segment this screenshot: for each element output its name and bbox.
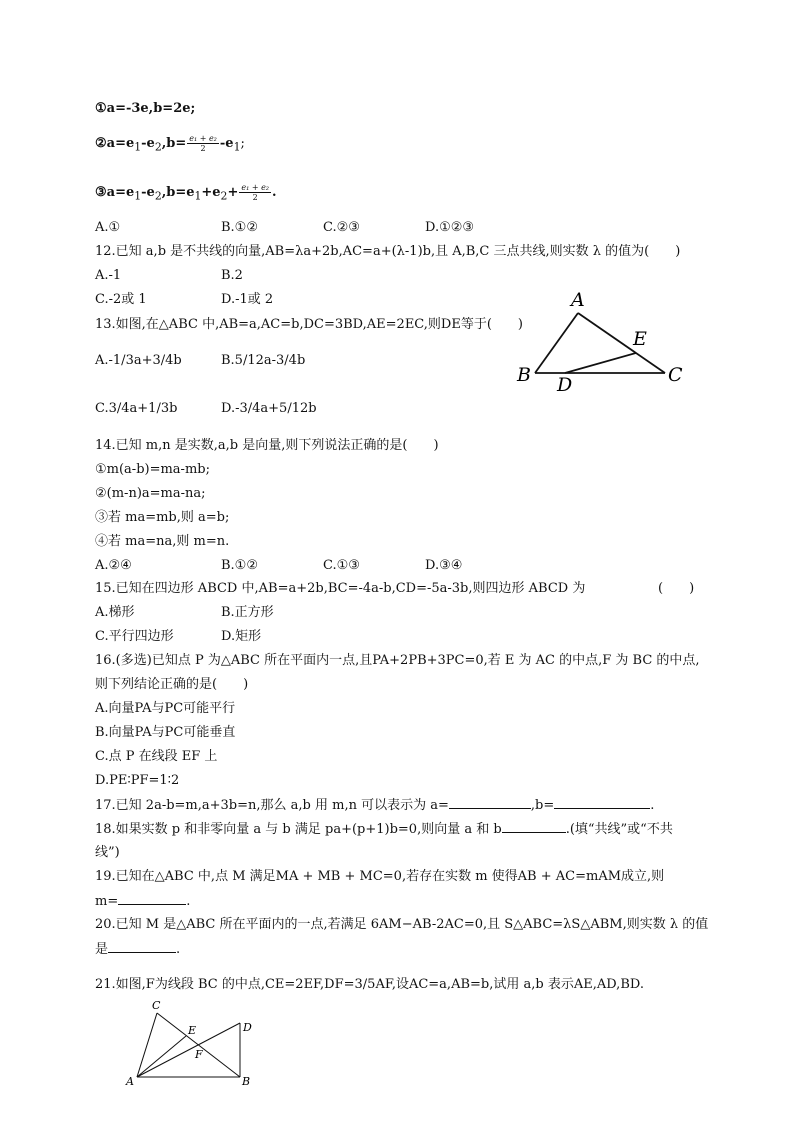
segment-ac bbox=[137, 1013, 157, 1077]
fraction: $\frac{\text{e₁ + e₂}}{2}$ bbox=[241, 183, 270, 202]
q13-option-c: C.3/4a+1/3b bbox=[95, 401, 178, 416]
fraction: $\frac{\text{e₁ + e₂}}{2}$ bbox=[189, 134, 217, 153]
q14-option-b: B.①② bbox=[221, 558, 258, 573]
q15-option-d: D.矩形 bbox=[221, 629, 262, 644]
segment-de bbox=[565, 353, 636, 373]
q14-item-1: ①m(a-b)=ma-mb; bbox=[95, 462, 210, 477]
q21-text: 21.如图,F为线段 BC 的中点,CE=2EF,DF=3/5AF,设AC=a,AB=b,试用 a,b 表示AE,AD,BD. bbox=[95, 977, 644, 992]
line-3: $③a=e_1-e_2,b=e_1+e_2+$ $\frac{\text{e₁ + e₂}}{2}$ . bbox=[95, 183, 277, 203]
q18-text-1: 18.如果实数 p 和非零向量 a 与 b 满足 pa+(p+1)b=0,则向量 a 和 b bbox=[95, 822, 502, 837]
line-2-mid: -e bbox=[141, 136, 155, 151]
label-e: E bbox=[188, 1024, 197, 1037]
line-1 bbox=[95, 100, 195, 118]
q11-option-b: B.①② bbox=[221, 220, 258, 235]
q14-item-2: ②(m-n)a=ma-na; bbox=[95, 486, 206, 501]
q14-option-a: A.②④ bbox=[95, 558, 132, 573]
q15-paren: ( ) bbox=[658, 581, 695, 596]
q18-text-2: 线”) bbox=[95, 845, 120, 860]
q11-option-a: A.① bbox=[95, 220, 121, 235]
label-e: E bbox=[633, 328, 647, 350]
q18 bbox=[95, 820, 673, 839]
q16-text-2: 则下列结论正确的是( ) bbox=[95, 677, 249, 692]
line-3-mid: -e bbox=[141, 185, 155, 200]
label-b: B bbox=[242, 1075, 251, 1088]
q18-text-1-end: .(填“共线”或“不共 bbox=[565, 822, 673, 837]
side-ab bbox=[535, 313, 578, 373]
q17-end: . bbox=[650, 798, 655, 813]
label-f: F bbox=[195, 1048, 203, 1061]
line-2-b: ,b= bbox=[161, 136, 187, 151]
line-3-b: ,b=e bbox=[161, 185, 195, 200]
q12-option-b: B.2 bbox=[221, 268, 243, 283]
q13-option-b: B.5/12a-3/4b bbox=[221, 353, 306, 368]
q15-option-a: A.梯形 bbox=[95, 605, 135, 620]
q13-option-d: D.-3/4a+5/12b bbox=[221, 401, 317, 416]
line-3-pre: ③a=e bbox=[95, 185, 135, 200]
q15-text: 15.已知在四边形 ABCD 中,AB=a+2b,BC=-4a-b,CD=-5a-3b,则四边形 ABCD 为 bbox=[95, 581, 586, 596]
line-2: $②a=e_1-e_2,b=$ $\frac{\text{e₁ + e₂}}{2}$ $-e_1$; bbox=[95, 134, 245, 154]
q12-option-d: D.-1或 2 bbox=[221, 292, 274, 307]
q17-blank-a bbox=[449, 796, 531, 809]
q16-option-b: B.向量PA与PC可能垂直 bbox=[95, 725, 236, 740]
label-c: C bbox=[668, 364, 683, 386]
q11-option-d: D.①②③ bbox=[425, 220, 475, 235]
q17 bbox=[95, 796, 654, 815]
q12-text: 12.已知 a,b 是不共线的向量,AB=λa+2b,AC=a+(λ-1)b,且 A,B,C 三点共线,则实数 λ 的值为( ) bbox=[95, 244, 681, 259]
q16-option-d: D.PE∶PF=1∶2 bbox=[95, 773, 180, 788]
q17-blank-b bbox=[554, 796, 650, 809]
q11-option-c: C.②③ bbox=[323, 220, 360, 235]
label-d: D bbox=[243, 1021, 252, 1034]
label-a: A bbox=[126, 1075, 134, 1088]
line-1-text: ①a=-3e,b=2e; bbox=[95, 101, 196, 116]
q14-item-4: ④若 ma=na,则 m=n. bbox=[95, 534, 230, 549]
label-d: D bbox=[557, 374, 573, 395]
segment-ae bbox=[137, 1036, 186, 1077]
label-a: A bbox=[571, 289, 585, 311]
q20-end: . bbox=[176, 942, 181, 957]
q17-text-b: ,b= bbox=[530, 798, 555, 813]
q19-blank bbox=[118, 892, 186, 905]
q13-text: 13.如图,在△ABC 中,AB=a,AC=b,DC=3BD,AE=2EC,则DE等于( ) bbox=[95, 317, 523, 332]
q19 bbox=[95, 892, 190, 911]
q14-text: 14.已知 m,n 是实数,a,b 是向量,则下列说法正确的是( ) bbox=[95, 438, 439, 453]
q16-text-1: 16.(多选)已知点 P 为△ABC 所在平面内一点,且PA+2PB+3PC=0,若 E 为 AC 的中点,F 为 BC 的中点, bbox=[95, 653, 700, 668]
q14-option-c: C.①③ bbox=[323, 558, 360, 573]
q16-option-a: A.向量PA与PC可能平行 bbox=[95, 701, 236, 716]
q16-option-c: C.点 P 在线段 EF 上 bbox=[95, 749, 218, 764]
line-3-plus: +e bbox=[201, 185, 221, 200]
triangle-figure bbox=[505, 285, 695, 395]
q12-option-c: C.-2或 1 bbox=[95, 292, 147, 307]
line-2-post: -e bbox=[219, 136, 234, 151]
q15-option-b: B.正方形 bbox=[221, 605, 274, 620]
q18-blank bbox=[502, 820, 566, 833]
q20 bbox=[95, 940, 180, 959]
q20-text-1: 20.已知 M 是△ABC 所在平面内的一点,若满足 6AM−AB-2AC=0,且 S△ABC=λS△ABM,则实数 λ 的值 bbox=[95, 917, 709, 932]
quadrilateral-figure bbox=[122, 995, 272, 1095]
line-3-end: . bbox=[272, 185, 277, 200]
q13-option-a: A.-1/3a+3/4b bbox=[95, 353, 182, 368]
line-2-pre: ②a=e bbox=[95, 136, 135, 151]
label-b: B bbox=[517, 364, 531, 386]
side-ac bbox=[578, 313, 665, 373]
line-3-plus2: + bbox=[227, 185, 239, 200]
q20-text-2: 是 bbox=[95, 942, 109, 957]
label-c: C bbox=[152, 999, 161, 1012]
q14-item-3: ③若 ma=mb,则 a=b; bbox=[95, 510, 230, 525]
q19-end: . bbox=[186, 894, 191, 909]
q19-text-1: 19.已知在△ABC 中,点 M 满足MA + MB + MC=0,若存在实数 m 使得AB + AC=mAM成立,则 bbox=[95, 869, 665, 884]
line-2-end: ; bbox=[240, 136, 245, 151]
q14-option-d: D.③④ bbox=[425, 558, 463, 573]
q17-text-a: 17.已知 2a-b=m,a+3b=n,那么 a,b 用 m,n 可以表示为 a= bbox=[95, 798, 449, 813]
q15-option-c: C.平行四边形 bbox=[95, 629, 174, 644]
q20-blank bbox=[108, 940, 176, 953]
q12-option-a: A.-1 bbox=[95, 268, 122, 283]
q19-text-2: m= bbox=[95, 894, 119, 909]
